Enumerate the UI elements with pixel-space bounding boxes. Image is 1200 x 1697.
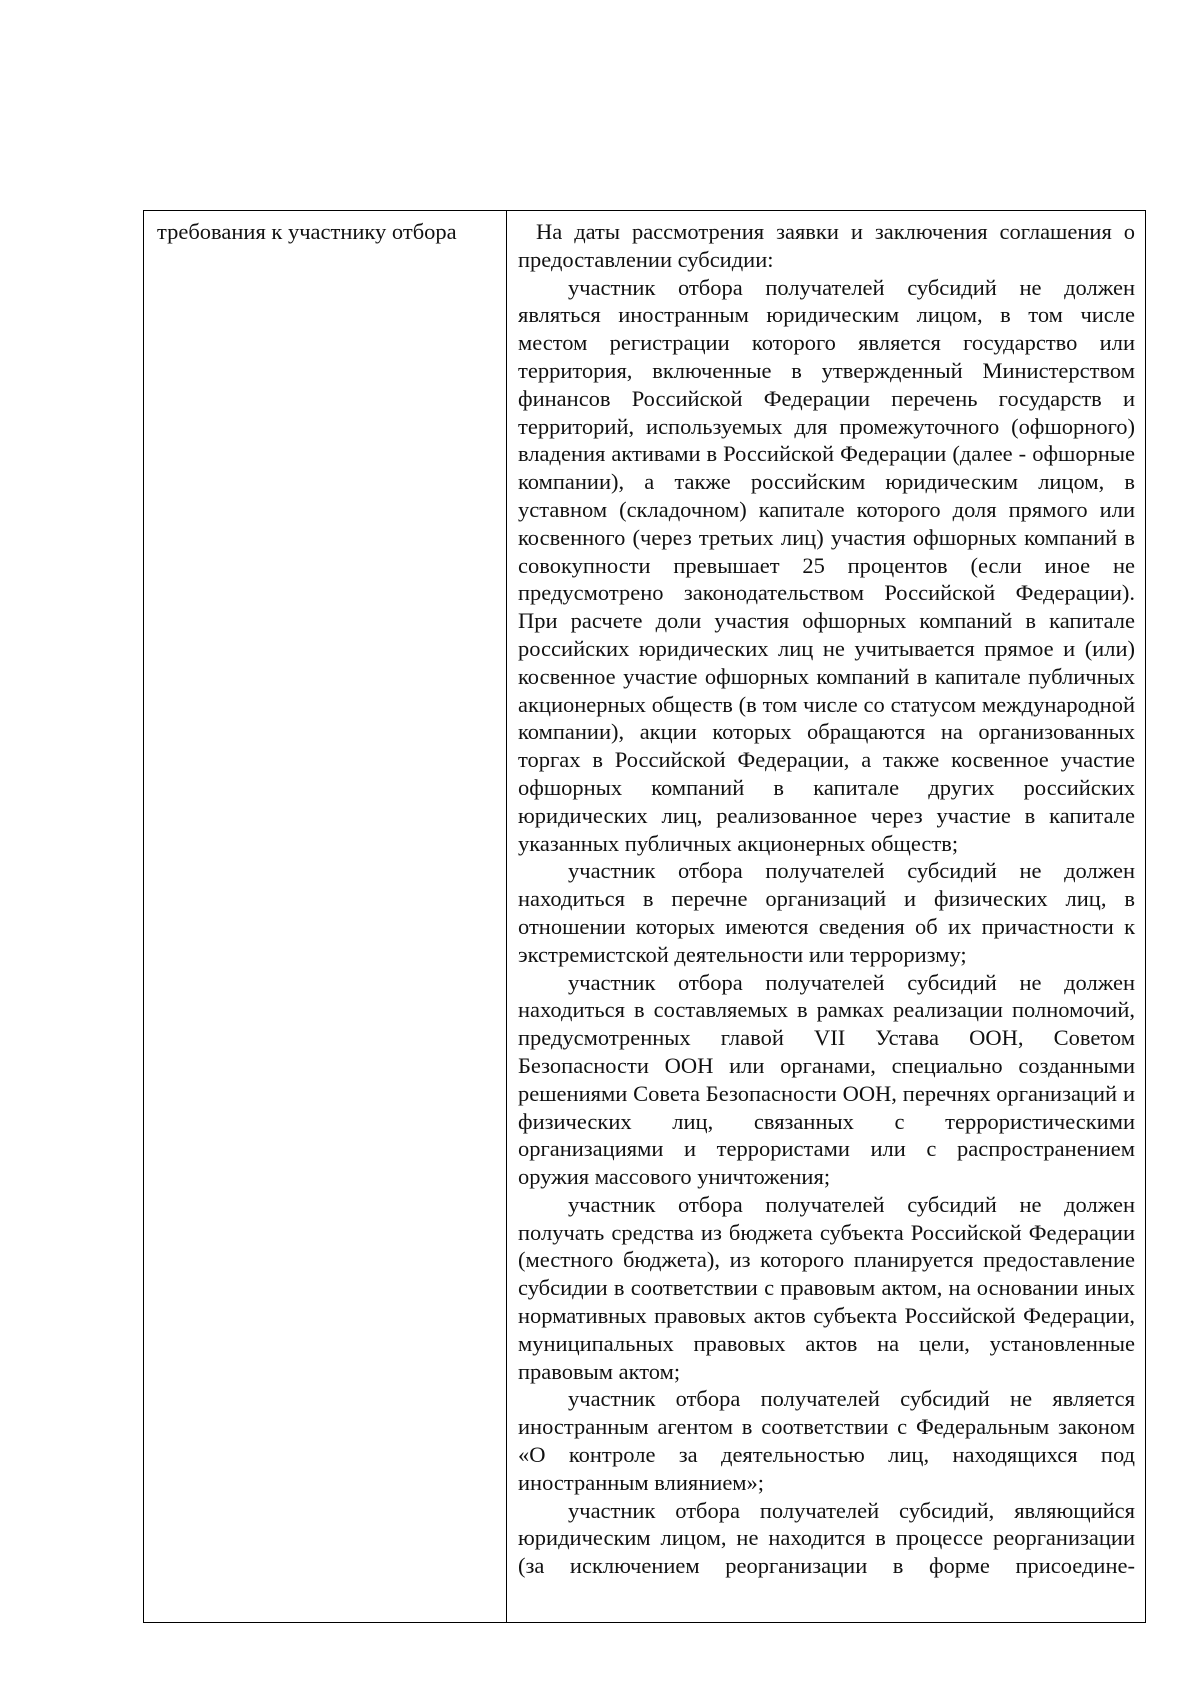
requirements-table [143, 210, 1146, 1623]
table-cell-left [144, 211, 507, 1622]
intro-paragraph: На даты рассмотрения заявки и заключения соглашения о предоставлении субсидии: [518, 219, 1135, 272]
paragraph-un-sanctions: участник отбора получателей субсидий не должен находиться в составляемых в рамках реализации полномочий, предусмотренных главой VII Устава ООН, Советом Безопасности ООН или органами, специально созданными решениями Совета Безопасности ООН, перечнях организаций и физических лиц, связанных с террористическими организациями и террористами или с распространением оружия массового уничтожения; [518, 969, 1135, 1190]
paragraph-budget: участник отбора получателей субсидий не должен получать средства из бюджета субъекта Российской Федерации (местного бюджета), из которого планируется предоставление субсидии в соответствии с правовым актом, на основании иных нормативных правовых актов субъекта Российской Федерации, муниципальных правовых актов на цели, установленные правовым актом; [518, 1191, 1135, 1384]
paragraph-foreign-agent: участник отбора получателей субсидий не является иностранным агентом в соответствии с Федеральным законом «О контроле за деятельностью лиц, находящихся под иностранным влиянием»; [518, 1386, 1135, 1495]
paragraph-extremism: участник отбора получателей субсидий не должен находиться в перечне организаций и физических лиц, в отношении которых имеются сведения об их причастности к экстремистской деятельности или терроризму; [518, 858, 1135, 967]
paragraph-offshore: участник отбора получателей субсидий не должен являться иностранным юридическим лицом, в том числе местом регистрации которого является государство или территория, включенные в утвержденный Министерством финансов Российской Федерации перечень государств и территорий, используемых для промежуточного (офшорного) владения активами в Российской Федерации (далее - офшорные компании), а также российским юридическим лицом, в уставном (складочном) капитале которого доля прямого или косвенного (через третьих лиц) участия офшорных компаний в совокупности превышает 25 процентов (если иное не предусмотрено законодательством Российской Федерации). При расчете доли участия офшорных компаний в капитале российских юридических лиц не учитывается прямое и (или) косвенное участие офшорных компаний в капитале публичных акционерных обществ (в том числе со статусом международной компании), акции которых обращаются на организованных торгах в Российской Федерации, а также косвенное участие офшорных компаний в капитале других российских юридических лиц, реализованное через участие в капитале указанных публичных акционерных обществ; [518, 274, 1135, 856]
table-cell-right [507, 211, 1145, 1622]
requirement-label: требования к участнику отбора [157, 219, 457, 244]
paragraph-reorganization: участник отбора получателей субсидий, являющийся юридическим лицом, не находится в процессе реорганизации (за исключением реорганизации в форме присоедине- [518, 1497, 1135, 1579]
